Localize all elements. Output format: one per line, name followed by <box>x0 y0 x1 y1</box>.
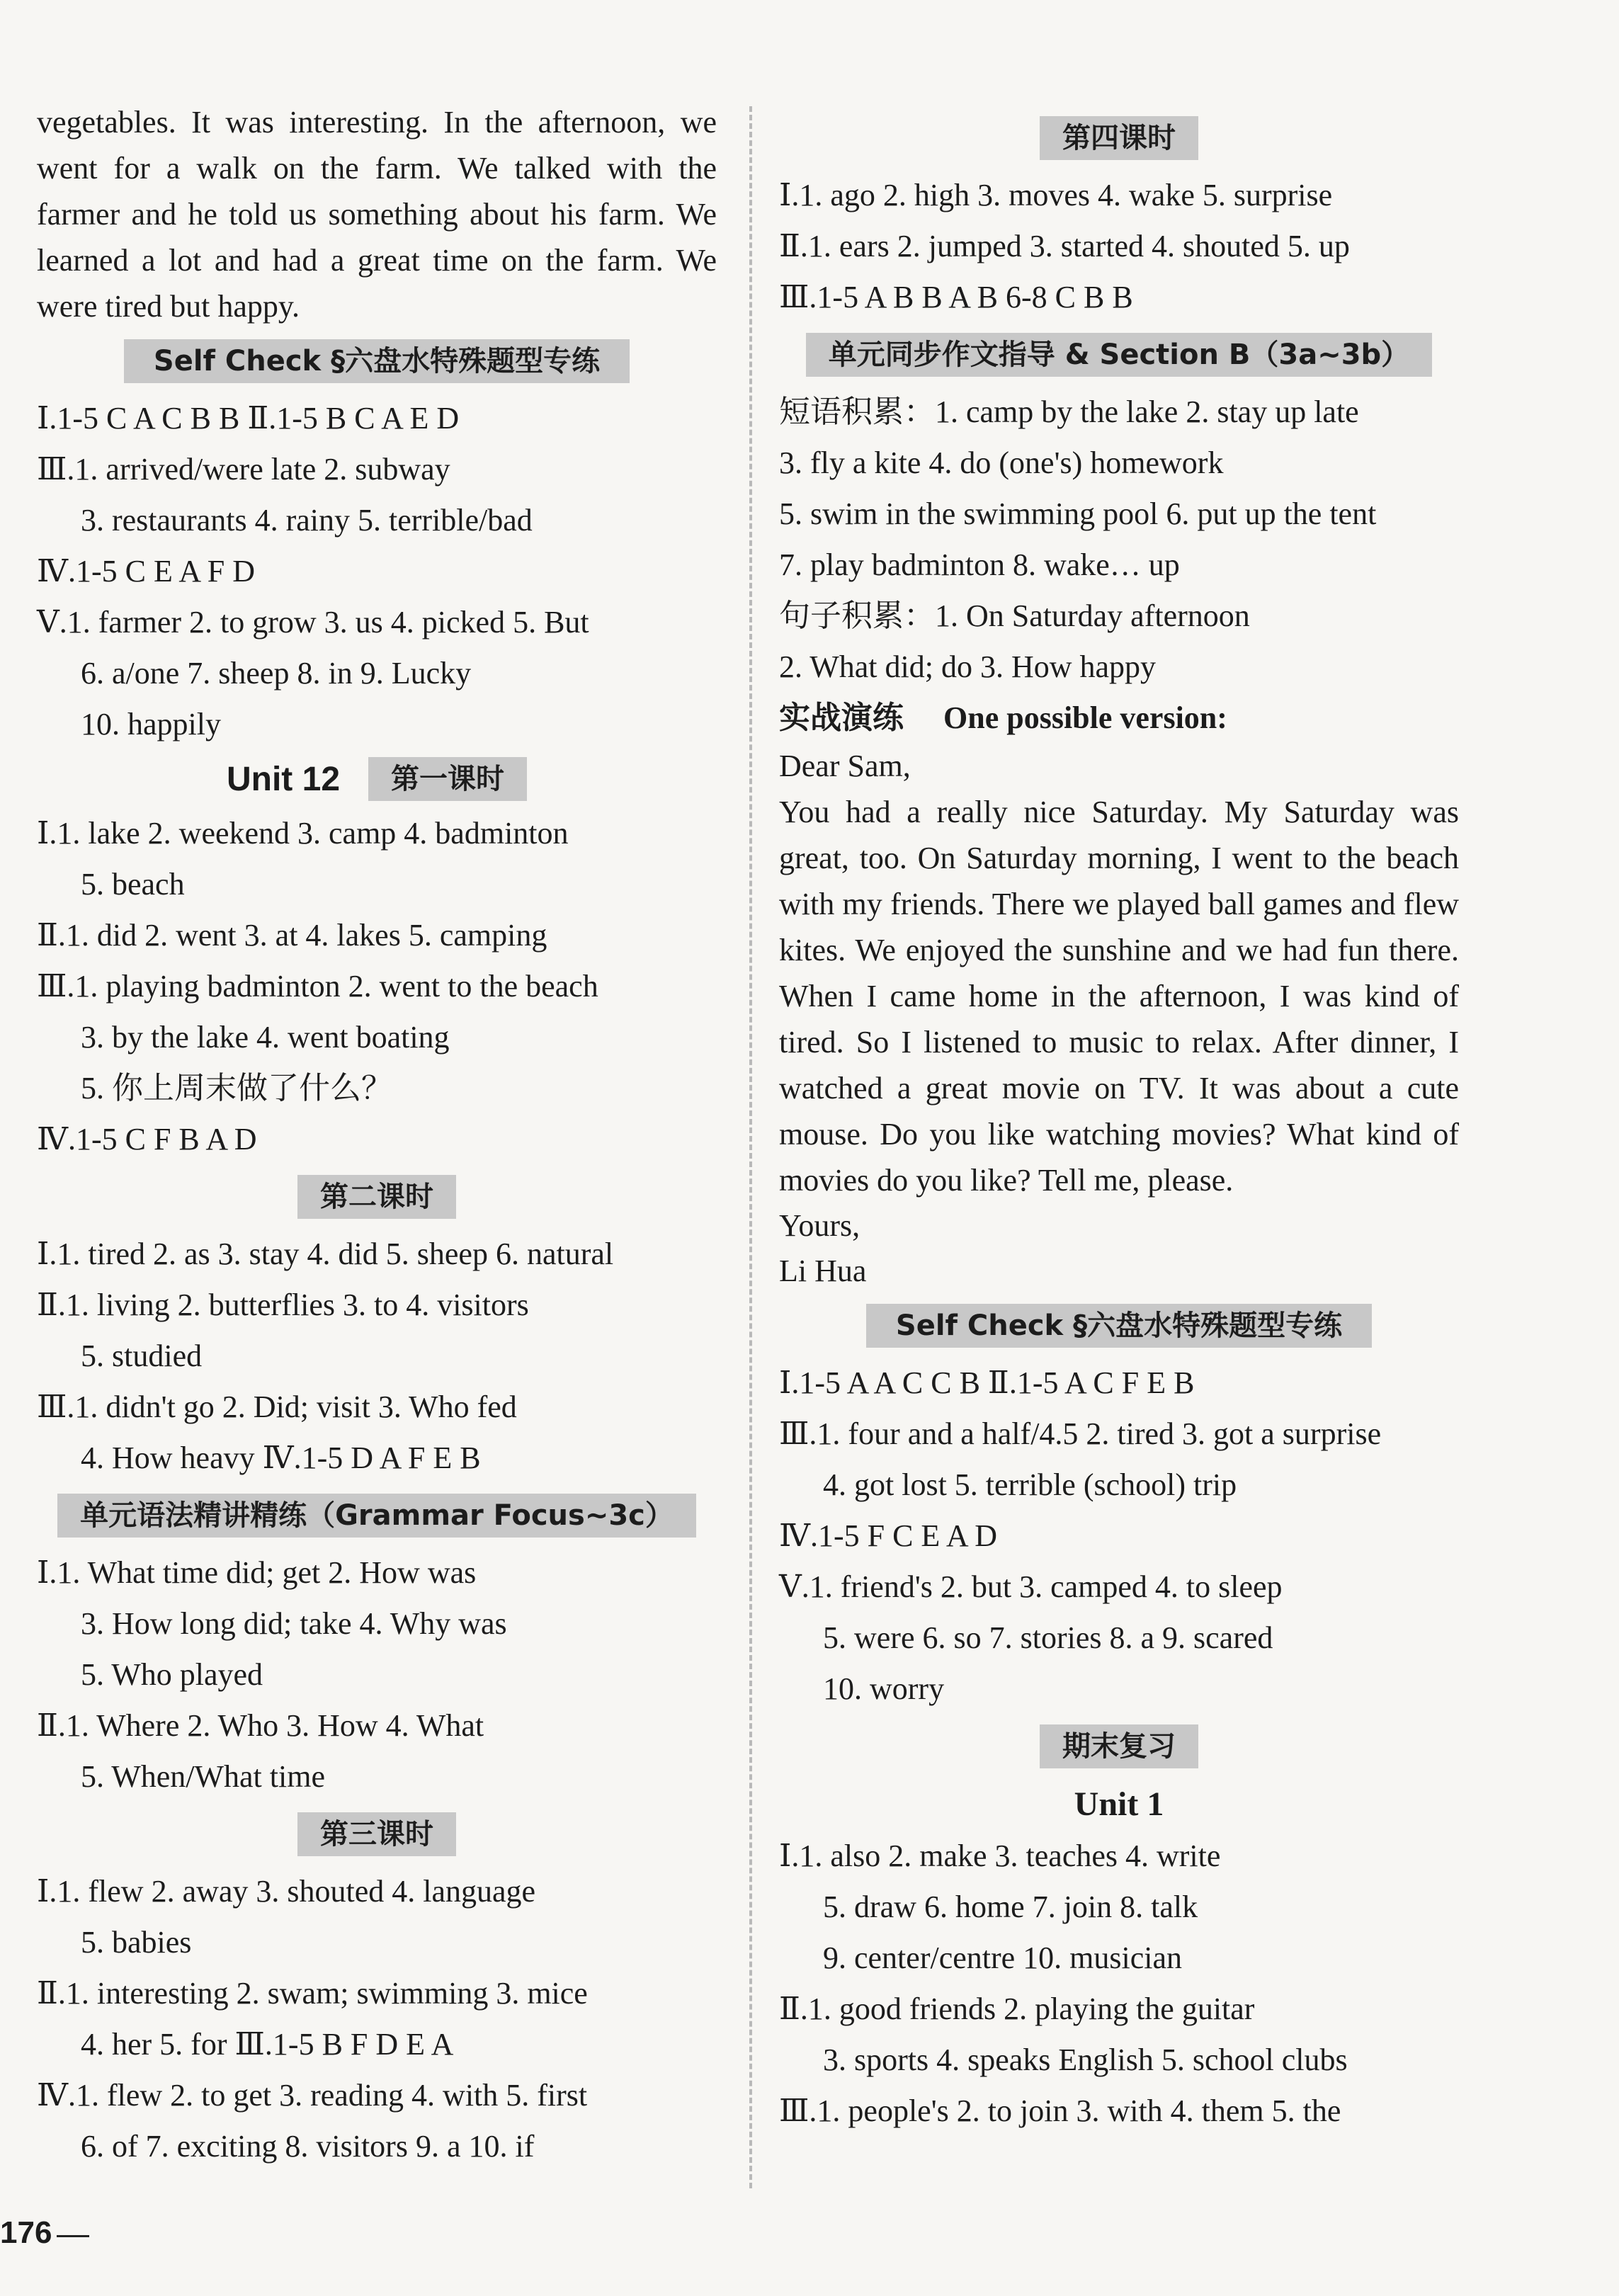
writing-heading-band <box>779 329 1459 381</box>
right-column <box>779 106 1459 2137</box>
answer-line: Ⅱ.1. living 2. butterflies 3. to 4. visitors <box>37 1288 529 1322</box>
answer-line: Ⅴ.1. friend's 2. but 3. camped 4. to sleep <box>779 1569 1283 1604</box>
selfcheck-heading: Self Check §六盘水特殊题型专练 <box>124 339 630 383</box>
lesson4-heading-band <box>779 112 1459 164</box>
answer-line: Ⅲ.1. didn't go 2. Did; visit 3. Who fed <box>37 1389 517 1424</box>
answer-line: Ⅳ.1-5 F C E A D <box>779 1518 997 1553</box>
answer-line: 9. center/centre 10. musician <box>823 1940 1183 1975</box>
answer-line: 5. babies <box>81 1925 192 1960</box>
answer-line: 5. 你上周末做了什么？ <box>81 1071 392 1106</box>
answer-line: 10. happily <box>81 707 221 741</box>
answer-line: Ⅰ.1. tired 2. as 3. stay 4. did 5. sheep 6. natural <box>37 1237 614 1271</box>
answer-line: 10. worry <box>823 1671 945 1706</box>
answer-line: Ⅳ.1. flew 2. to get 3. reading 4. with 5. first <box>37 2078 588 2113</box>
selfcheck-heading: Self Check §六盘水特殊题型专练 <box>866 1304 1372 1348</box>
lesson2-heading-band <box>37 1171 717 1223</box>
page-number: 176 <box>0 2215 52 2250</box>
lesson-heading: 第一课时 <box>368 757 527 801</box>
practice-text: One possible version: <box>943 700 1227 735</box>
answer-line: Ⅰ.1-5 C A C B B Ⅱ.1-5 B C A E D <box>37 401 460 436</box>
answer-line: Ⅱ.1. ears 2. jumped 3. started 4. shouted 5. up <box>779 229 1350 263</box>
answer-line: 2. What did; do 3. How happy <box>779 649 1157 684</box>
answer-line: 3. sports 4. speaks English 5. school clubs <box>823 2042 1348 2077</box>
lesson-heading: 第二课时 <box>297 1175 456 1219</box>
letter-salutation: Dear Sam, <box>779 749 911 783</box>
selfcheck-heading-band <box>779 1300 1459 1352</box>
lesson-heading: 第三课时 <box>297 1812 456 1856</box>
answer-line: Ⅲ.1. arrived/were late 2. subway <box>37 452 450 487</box>
answer-line: Ⅰ.1-5 A A C C B Ⅱ.1-5 A C F E B <box>779 1365 1195 1400</box>
unit12-header <box>37 750 717 808</box>
answer-line: 5. studied <box>81 1339 203 1373</box>
grammar-heading: 单元语法精讲精练（Grammar Focus~3c） <box>57 1494 696 1538</box>
column-divider <box>749 106 752 2188</box>
answer-line: Ⅱ.1. Where 2. Who 3. How 4. What <box>37 1708 484 1743</box>
unit-title: Unit 12 <box>226 760 341 798</box>
review-heading-band <box>779 1720 1459 1773</box>
answer-line: 7. play badminton 8. wake… up <box>779 547 1180 582</box>
answer-line: Ⅰ.1. lake 2. weekend 3. camp 4. badminton <box>37 816 569 851</box>
answer-line: 4. How heavy Ⅳ.1-5 D A F E B <box>81 1440 481 1475</box>
answer-line: 短语积累：1. camp by the lake 2. stay up late <box>779 394 1359 429</box>
answer-line: 3. How long did; take 4. Why was <box>81 1606 507 1641</box>
answer-line: 3. by the lake 4. went boating <box>81 1020 450 1055</box>
answer-line: 句子积累：1. On Saturday afternoon <box>779 598 1250 633</box>
answer-line: Ⅲ.1. playing badminton 2. went to the beach <box>37 969 598 1004</box>
practice-label: 实战演练 <box>779 700 904 735</box>
grammar-heading-band <box>37 1489 717 1542</box>
answer-line: 5. draw 6. home 7. join 8. talk <box>823 1889 1198 1924</box>
answer-line: 5. were 6. so 7. stories 8. a 9. scared <box>823 1620 1273 1655</box>
lesson-heading: 第四课时 <box>1040 116 1198 160</box>
answer-line: Ⅴ.1. farmer 2. to grow 3. us 4. picked 5. But <box>37 605 589 640</box>
page-number-rule <box>57 2235 89 2237</box>
practice-line <box>779 693 1459 744</box>
answer-line: 3. fly a kite 4. do (one's) homework <box>779 445 1224 480</box>
answer-line: Ⅰ.1. ago 2. high 3. moves 4. wake 5. surprise <box>779 178 1333 212</box>
answer-line: Ⅲ.1. people's 2. to join 3. with 4. them 5. the <box>779 2093 1341 2128</box>
answer-line: 5. swim in the swimming pool 6. put up the tent <box>779 496 1377 531</box>
review-heading: 期末复习 <box>1040 1724 1198 1768</box>
answer-line: Ⅱ.1. did 2. went 3. at 4. lakes 5. camping <box>37 918 547 953</box>
answer-line: Ⅲ.1-5 A B B A B 6-8 C B B <box>779 280 1133 314</box>
answer-line: 5. When/What time <box>81 1759 325 1794</box>
answer-line: Ⅱ.1. interesting 2. swam; swimming 3. mice <box>37 1976 588 2011</box>
answer-line: 5. Who played <box>81 1657 263 1692</box>
answer-line: Ⅰ.1. also 2. make 3. teaches 4. write <box>779 1838 1221 1873</box>
writing-heading: 单元同步作文指导 & Section B（3a~3b） <box>806 333 1432 377</box>
answer-line: Ⅱ.1. good friends 2. playing the guitar <box>779 1991 1255 2026</box>
answer-line: 4. her 5. for Ⅲ.1-5 B F D E A <box>81 2027 454 2062</box>
answer-line: 6. a/one 7. sheep 8. in 9. Lucky <box>81 656 472 690</box>
answer-line: Ⅲ.1. four and a half/4.5 2. tired 3. got a surprise <box>779 1416 1382 1451</box>
left-column <box>37 99 717 2172</box>
unit-title: Unit 1 <box>1074 1785 1164 1823</box>
answer-line: 5. beach <box>81 867 185 902</box>
answer-line: 6. of 7. exciting 8. visitors 9. a 10. if <box>81 2129 535 2164</box>
intro-paragraph: vegetables. It was interesting. In the afternoon, we went for a walk on the farm. We talked with the farmer and he told us something about his farm. We learned a lot and had a great time on the farm. We were tired but happy. <box>37 105 717 324</box>
letter-body: You had a really nice Saturday. My Saturday was great, too. On Saturday morning, I went to the beach with my friends. There we played ball games and flew kites. We enjoyed the sunshine and we had fun there. When I came home in the afternoon, I was kind of tired. So I listened to music to relax. After dinner, I watched a great movie on TV. It was about a cute mouse. Do you like watching movies? What kind of movies do you like? Tell me, please. <box>779 795 1459 1198</box>
letter-closing: Yours, <box>779 1208 860 1243</box>
answer-line: Ⅰ.1. What time did; get 2. How was <box>37 1555 477 1590</box>
letter-signature: Li Hua <box>779 1254 867 1288</box>
answer-line: 3. restaurants 4. rainy 5. terrible/bad <box>81 503 533 538</box>
selfcheck-heading-band <box>37 335 717 387</box>
answer-line: Ⅳ.1-5 C E A F D <box>37 554 255 589</box>
lesson3-heading-band <box>37 1808 717 1860</box>
answer-line: Ⅰ.1. flew 2. away 3. shouted 4. language <box>37 1874 536 1909</box>
answer-line: 4. got lost 5. terrible (school) trip <box>823 1467 1237 1502</box>
answer-line: Ⅳ.1-5 C F B A D <box>37 1122 257 1156</box>
